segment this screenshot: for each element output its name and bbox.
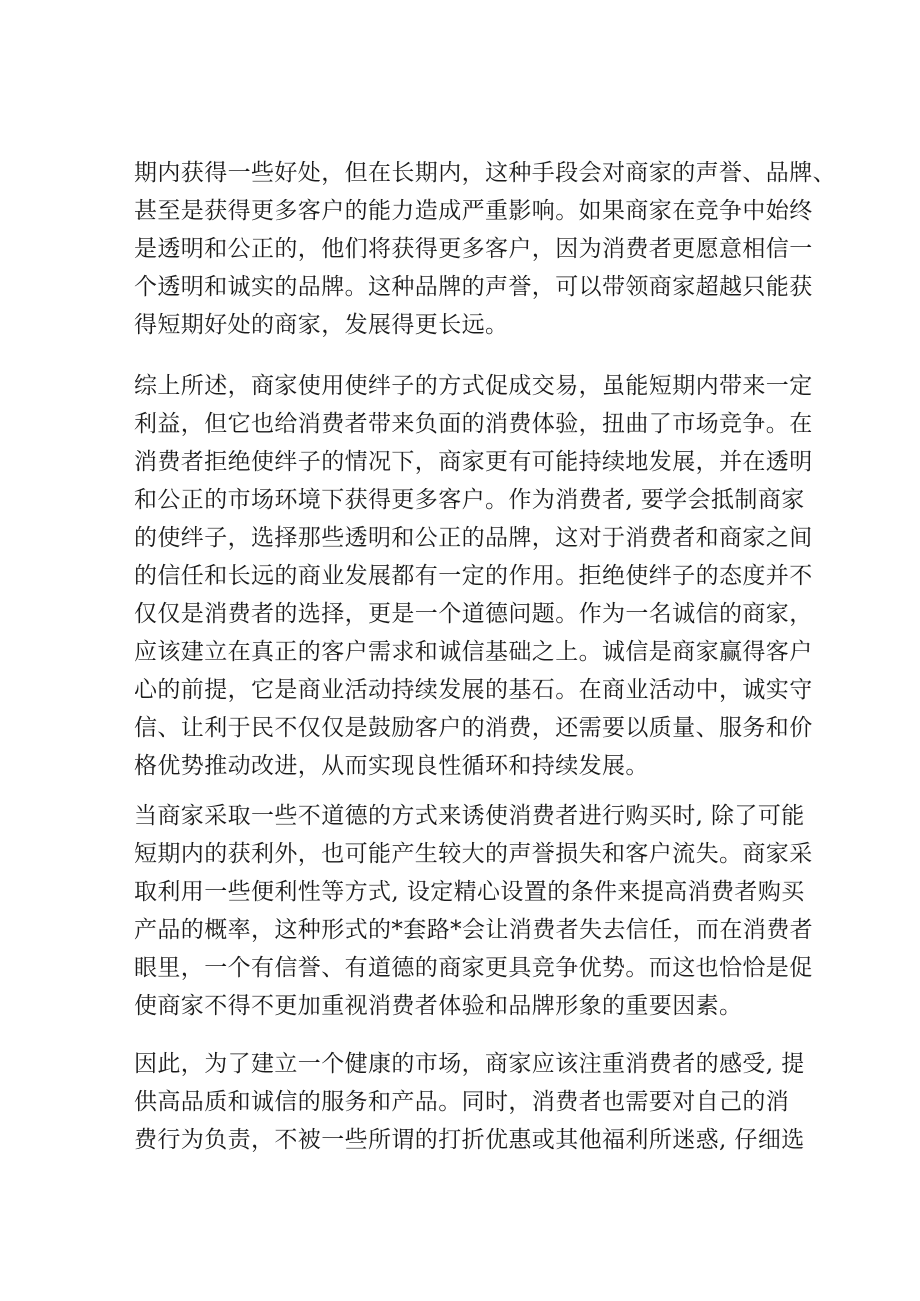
paragraph-line: 利益，但它也给消费者带来负面的消费体验，扭曲了市场竞争。在 (134, 411, 813, 437)
paragraph-line: 供高品质和诚信的服务和产品。同时，消费者也需要对自己的消 (134, 1089, 790, 1115)
paragraph-line: 格优势推动改进，从而实现良性循环和持续发展。 (134, 753, 649, 779)
paragraph-line: 的使绊子，选择那些透明和公正的品牌，这对于消费者和商家之间 (134, 525, 813, 551)
paragraph-line: 使商家不得不更加重视消费者体验和品牌形象的重要因素。 (134, 993, 743, 1019)
paragraph-line: 产品的概率，这种形式的*套路*会让消费者失去信任，而在消费者 (134, 917, 813, 943)
paragraph-line: 综上所述，商家使用使绊子的方式促成交易，虽能短期内带来一定 (134, 373, 813, 399)
paragraph-line: 和公正的市场环境下获得更多客户。作为消费者, 要学会抵制商家 (134, 487, 805, 513)
paragraph-1 (134, 154, 834, 344)
paragraph-3 (134, 797, 834, 1025)
paragraph-line: 个透明和诚实的品牌。这种品牌的声誉，可以带领商家超越只能获 (134, 274, 813, 300)
paragraph-line: 取利用一些便利性等方式, 设定精心设置的条件来提高消费者购买 (134, 879, 805, 905)
paragraph-line: 当商家采取一些不道德的方式来诱使消费者进行购买时, 除了可能 (134, 803, 805, 829)
paragraph-line: 应该建立在真正的客户需求和诚信基础之上。诚信是商家赢得客户 (134, 639, 813, 665)
paragraph-line: 心的前提，它是商业活动持续发展的基石。在商业活动中，诚实守 (134, 677, 813, 703)
paragraph-line: 眼里，一个有信誉、有道德的商家更具竞争优势。而这也恰恰是促 (134, 955, 813, 981)
paragraph-line: 仅仅是消费者的选择，更是一个道德问题。作为一名诚信的商家， (134, 601, 813, 627)
paragraph-line: 甚至是获得更多客户的能力造成严重影响。如果商家在竞争中始终 (134, 198, 813, 224)
paragraph-4 (134, 1045, 834, 1159)
paragraph-line: 期内获得一些好处，但在长期内，这种手段会对商家的声誉、品牌、 (134, 160, 836, 186)
paragraph-line: 的信任和长远的商业发展都有一定的作用。拒绝使绊子的态度并不 (134, 563, 813, 589)
paragraph-line: 消费者拒绝使绊子的情况下，商家更有可能持续地发展，并在透明 (134, 449, 813, 475)
paragraph-line: 因此，为了建立一个健康的市场，商家应该注重消费者的感受, 提 (134, 1051, 805, 1077)
paragraph-2 (134, 367, 834, 785)
paragraph-line: 得短期好处的商家，发展得更长远。 (134, 312, 509, 338)
paragraph-line: 费行为负责，不被一些所谓的打折优惠或其他福利所迷惑, 仔细选 (134, 1127, 805, 1153)
paragraph-line: 信、让利于民不仅仅是鼓励客户的消费，还需要以质量、服务和价 (134, 715, 813, 741)
paragraph-line: 短期内的获利外，也可能产生较大的声誉损失和客户流失。商家采 (134, 841, 813, 867)
paragraph-line: 是透明和公正的，他们将获得更多客户，因为消费者更愿意相信一 (134, 236, 813, 262)
